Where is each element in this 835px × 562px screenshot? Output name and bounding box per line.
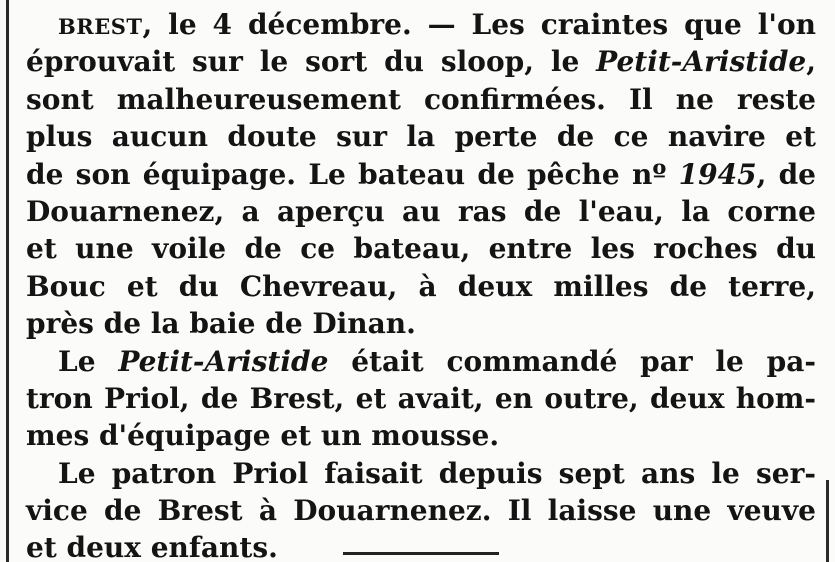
column-rule-left [6, 0, 9, 562]
column-rule-right [826, 480, 829, 562]
line-text: , le 4 décembre. — Les craintes que l'on [142, 8, 816, 41]
article-line-4: plus aucun doute sur la perte de ce navire et [26, 120, 816, 154]
ship-name: Petit-Aristide [118, 344, 329, 378]
article-line-10 [26, 343, 816, 380]
article-line-13: Le patron Priol faisait depuis sept ans le ser- [58, 456, 816, 490]
article-end-rule [343, 552, 499, 555]
line-text: Le [58, 344, 119, 378]
article-line-8: Bouc et du Chevreau, à deux milles de terre, [26, 269, 816, 303]
line-text: de son équipage. Le bateau de pêche nº [26, 157, 679, 191]
article-line-9: près de la baie de Dinan. [26, 307, 416, 341]
line-text: était commandé par le pa- [328, 344, 817, 378]
article-line-2 [26, 43, 816, 80]
article-line-6: Douarnenez, a aperçu au ras de l'eau, la corne [26, 194, 816, 228]
boat-number: 1945 [678, 157, 757, 191]
article-line-15: et deux enfants. [26, 531, 278, 562]
article-line-5 [26, 156, 816, 193]
article-line-11: tron Priol, de Brest, et avait, en outre, deux hom- [26, 381, 816, 415]
ship-name: Petit-Aristide [596, 45, 807, 79]
article-line-7: et une voile de ce bateau, entre les roches du [26, 232, 816, 266]
dateline: BREST [58, 14, 143, 39]
line-text: , [806, 45, 816, 79]
news-article [26, 6, 816, 562]
line-text: , de [756, 157, 816, 191]
line-text: éprouvait sur le sort du sloop, le [26, 45, 597, 79]
article-line-3: sont malheureusement confirmées. Il ne reste [26, 82, 816, 116]
article-line-1 [26, 6, 816, 43]
article-line-12: mes d'équipage et un mousse. [26, 419, 500, 453]
article-line-14: vice de Brest à Douarnenez. Il laisse une veuve [26, 494, 816, 528]
